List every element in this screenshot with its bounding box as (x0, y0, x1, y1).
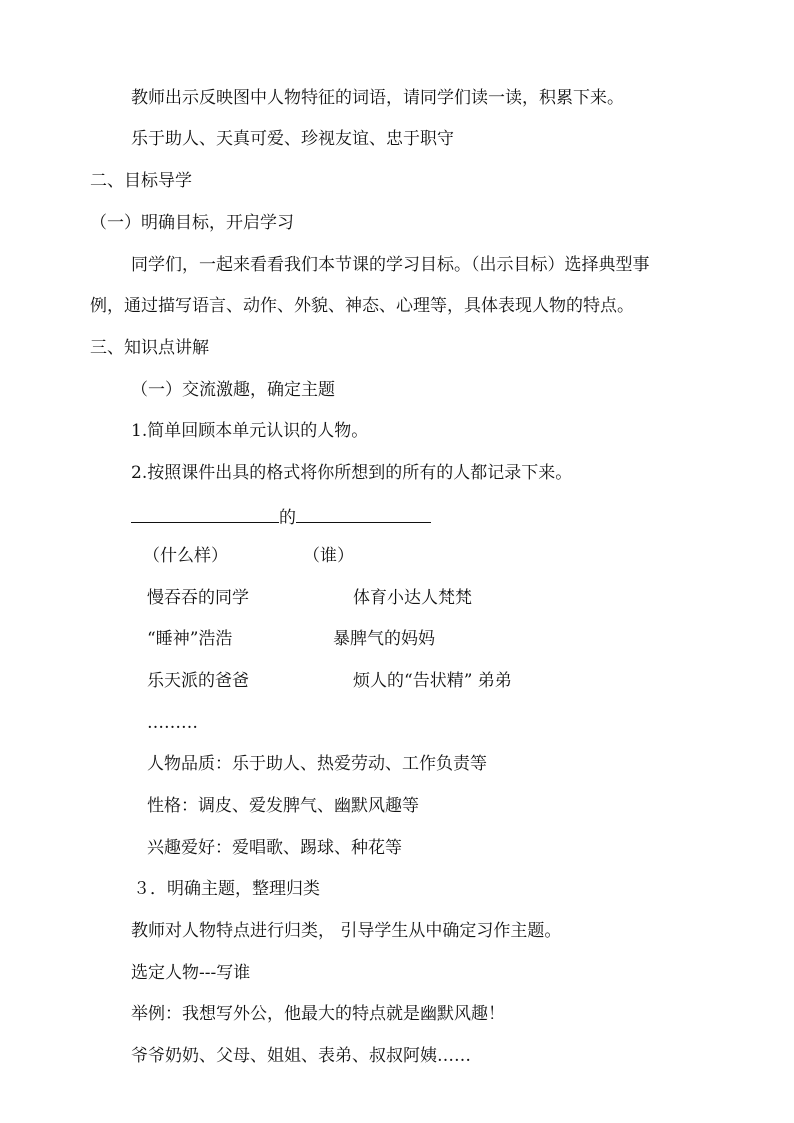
paragraph-goal-line-2: 例，通过描写语言、动作、外貌、神态、心理等，具体表现人物的特点。 (90, 296, 634, 316)
paragraph-traits: 乐于助人、天真可爱、珍视友谊、忠于职守 (131, 129, 454, 149)
subheading-2-1: （一）明确目标，开启学习 (90, 213, 294, 233)
paragraph-select-person: 选定人物---写谁 (131, 963, 251, 983)
example-right-1: 体育小达人梵梵 (353, 588, 472, 608)
paragraph-people-list: 爷爷奶奶、父母、姐姐、表弟、叔叔阿姨…… (131, 1046, 471, 1066)
list-item-1: 1.简单回顾本单元认识的人物。 (131, 421, 369, 441)
example-left-2: “睡神”浩浩 (147, 629, 233, 649)
label-who: （谁） (303, 546, 354, 566)
example-right-2: 暴脾气的妈妈 (333, 629, 435, 649)
blank-line-what (131, 504, 279, 523)
blank-line-who (296, 504, 431, 523)
ellipsis: ……… (147, 713, 198, 733)
heading-section-3: 三、知识点讲解 (90, 338, 209, 358)
trait-character: 性格：调皮、爱发脾气、幽默风趣等 (147, 796, 419, 816)
paragraph-intro: 教师出示反映图中人物特征的词语，请同学们读一读，积累下来。 (131, 88, 624, 108)
fill-in-template (131, 504, 431, 529)
subheading-3-1: （一）交流激趣，确定主题 (131, 380, 335, 400)
trait-hobby: 兴趣爱好：爱唱歌、踢球、种花等 (147, 838, 402, 858)
trait-quality: 人物品质：乐于助人、热爱劳动、工作负责等 (147, 754, 487, 774)
example-right-3: 烦人的“告状精” 弟弟 (353, 671, 512, 691)
paragraph-goal-line-1: 同学们，一起来看看我们本节课的学习目标。（出示目标）选择典型事 (131, 255, 650, 275)
example-left-1: 慢吞吞的同学 (147, 588, 249, 608)
template-de: 的 (279, 508, 296, 528)
example-left-3: 乐天派的爸爸 (147, 671, 249, 691)
paragraph-example: 举例：我想写外公，他最大的特点就是幽默风趣！ (131, 1004, 505, 1024)
label-what: （什么样） (143, 546, 228, 566)
paragraph-classify: 教师对人物特点进行归类， 引导学生从中确定习作主题。 (131, 921, 562, 941)
heading-section-2: 二、目标导学 (90, 171, 192, 191)
list-item-2: 2.按照课件出具的格式将你所想到的所有的人都记录下来。 (131, 463, 573, 483)
list-item-3: ３．明确主题，整理归类 (133, 879, 320, 899)
